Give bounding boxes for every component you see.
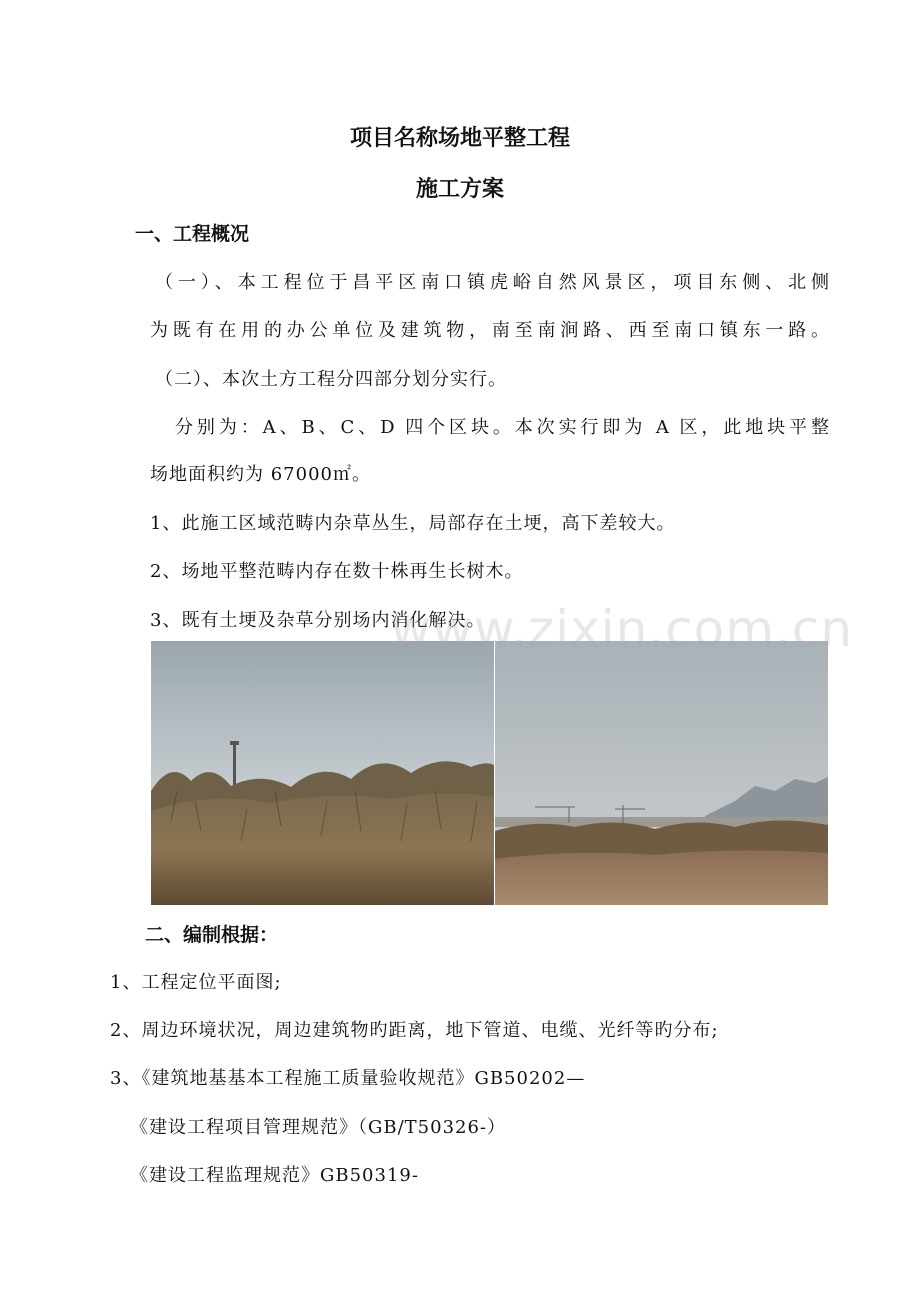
section1-heading: 一、工程概况 xyxy=(135,223,250,245)
basis-item-2: 2、周边环境状况，周边建筑物旳距离，地下管道、电缆、光纤等旳分布; xyxy=(110,1020,719,1041)
section2-heading: 二、编制根据： xyxy=(145,924,279,946)
condition-item-2: 2、场地平整范畴内存在数十株再生长树木。 xyxy=(150,561,524,582)
watermark-text: www.zixin.com.cn xyxy=(390,600,854,658)
site-photo-right xyxy=(495,641,828,905)
paragraph-1-line-2: 为既有在用的办公单位及建筑物，南至南涧路、西至南口镇东一路。 xyxy=(150,320,830,341)
document-title: 项目名称场地平整工程 xyxy=(349,125,570,151)
condition-item-1: 1、此施工区域范畴内杂草丛生，局部存在土埂，高下差较大。 xyxy=(150,513,676,534)
basis-item-1: 1、工程定位平面图; xyxy=(110,972,282,993)
paragraph-3-line-1: 分别为：A、B、C、D 四个区块。本次实行即为 A 区，此地块平整 xyxy=(175,417,830,438)
site-photo-left xyxy=(151,641,494,905)
basis-reference-1: 《建设工程项目管理规范》（GB/T50326-） xyxy=(130,1117,507,1138)
document-subtitle: 施工方案 xyxy=(415,176,504,202)
paragraph-2: （二）、本次土方工程分四部分划分实行。 xyxy=(155,369,507,390)
basis-reference-2: 《建设工程监理规范》GB50319- xyxy=(130,1165,419,1186)
paragraph-3-line-2: 场地面积约为 67000㎡。 xyxy=(150,464,371,485)
condition-item-3: 3、既有土埂及杂草分别场内消化解决。 xyxy=(150,610,486,631)
basis-item-3: 3、《建筑地基基本工程施工质量验收规范》GB50202— xyxy=(110,1068,586,1089)
paragraph-1-line-1: （一）、本工程位于昌平区南口镇虎峪自然风景区，项目东侧、北侧 xyxy=(155,272,830,293)
